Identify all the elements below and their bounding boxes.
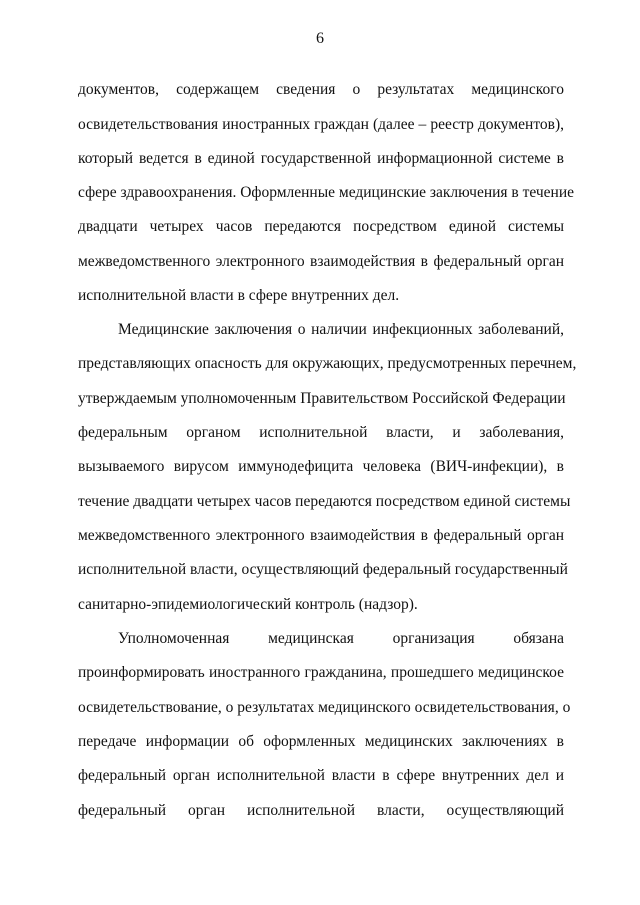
text-line: вызываемого вирусом иммунодефицита человека (ВИЧ-инфекции), в: [78, 458, 564, 475]
paragraph-first-line: Медицинские заключения о наличии инфекционных заболеваний,: [118, 321, 564, 338]
text-line: представляющих опасность для окружающих, предусмотренных перечнем,: [78, 355, 577, 372]
text-line: межведомственного электронного взаимодействия в федеральный орган: [78, 253, 564, 270]
text-line: федеральный орган исполнительной власти, осуществляющий: [78, 802, 564, 819]
text-line: передаче информации об оформленных медицинских заключениях в: [78, 733, 564, 750]
text-line: исполнительной власти в сфере внутренних дел.: [78, 287, 400, 304]
text-line: освидетельствования иностранных граждан (далее – реестр документов),: [78, 116, 564, 133]
text-line: проинформировать иностранного гражданина, прошедшего медицинское: [78, 664, 564, 681]
text-line: который ведется в единой государственной информационной системе в: [78, 150, 564, 167]
text-line: межведомственного электронного взаимодействия в федеральный орган: [78, 527, 564, 544]
paragraph-first-line: Уполномоченная медицинская организация обязана: [118, 630, 564, 647]
text-line: федеральный орган исполнительной власти в сфере внутренних дел и: [78, 767, 564, 784]
text-line: течение двадцати четырех часов передаются посредством единой системы: [78, 493, 571, 510]
text-line: сфере здравоохранения. Оформленные медицинские заключения в течение: [78, 184, 575, 201]
text-line: федеральным органом исполнительной власти, и заболевания,: [78, 424, 564, 441]
page-number: 6: [316, 30, 324, 47]
text-line: освидетельствование, о результатах медицинского освидетельствования, о: [78, 699, 571, 716]
text-line: санитарно-эпидемиологический контроль (надзор).: [78, 596, 418, 613]
text-line: двадцати четырех часов передаются посредством единой системы: [78, 218, 564, 235]
text-line: утверждаемым уполномоченным Правительством Российской Федерации: [78, 390, 566, 407]
text-line: исполнительной власти, осуществляющий федеральный государственный: [78, 561, 568, 578]
text-line: документов, содержащем сведения о результатах медицинского: [78, 81, 564, 98]
